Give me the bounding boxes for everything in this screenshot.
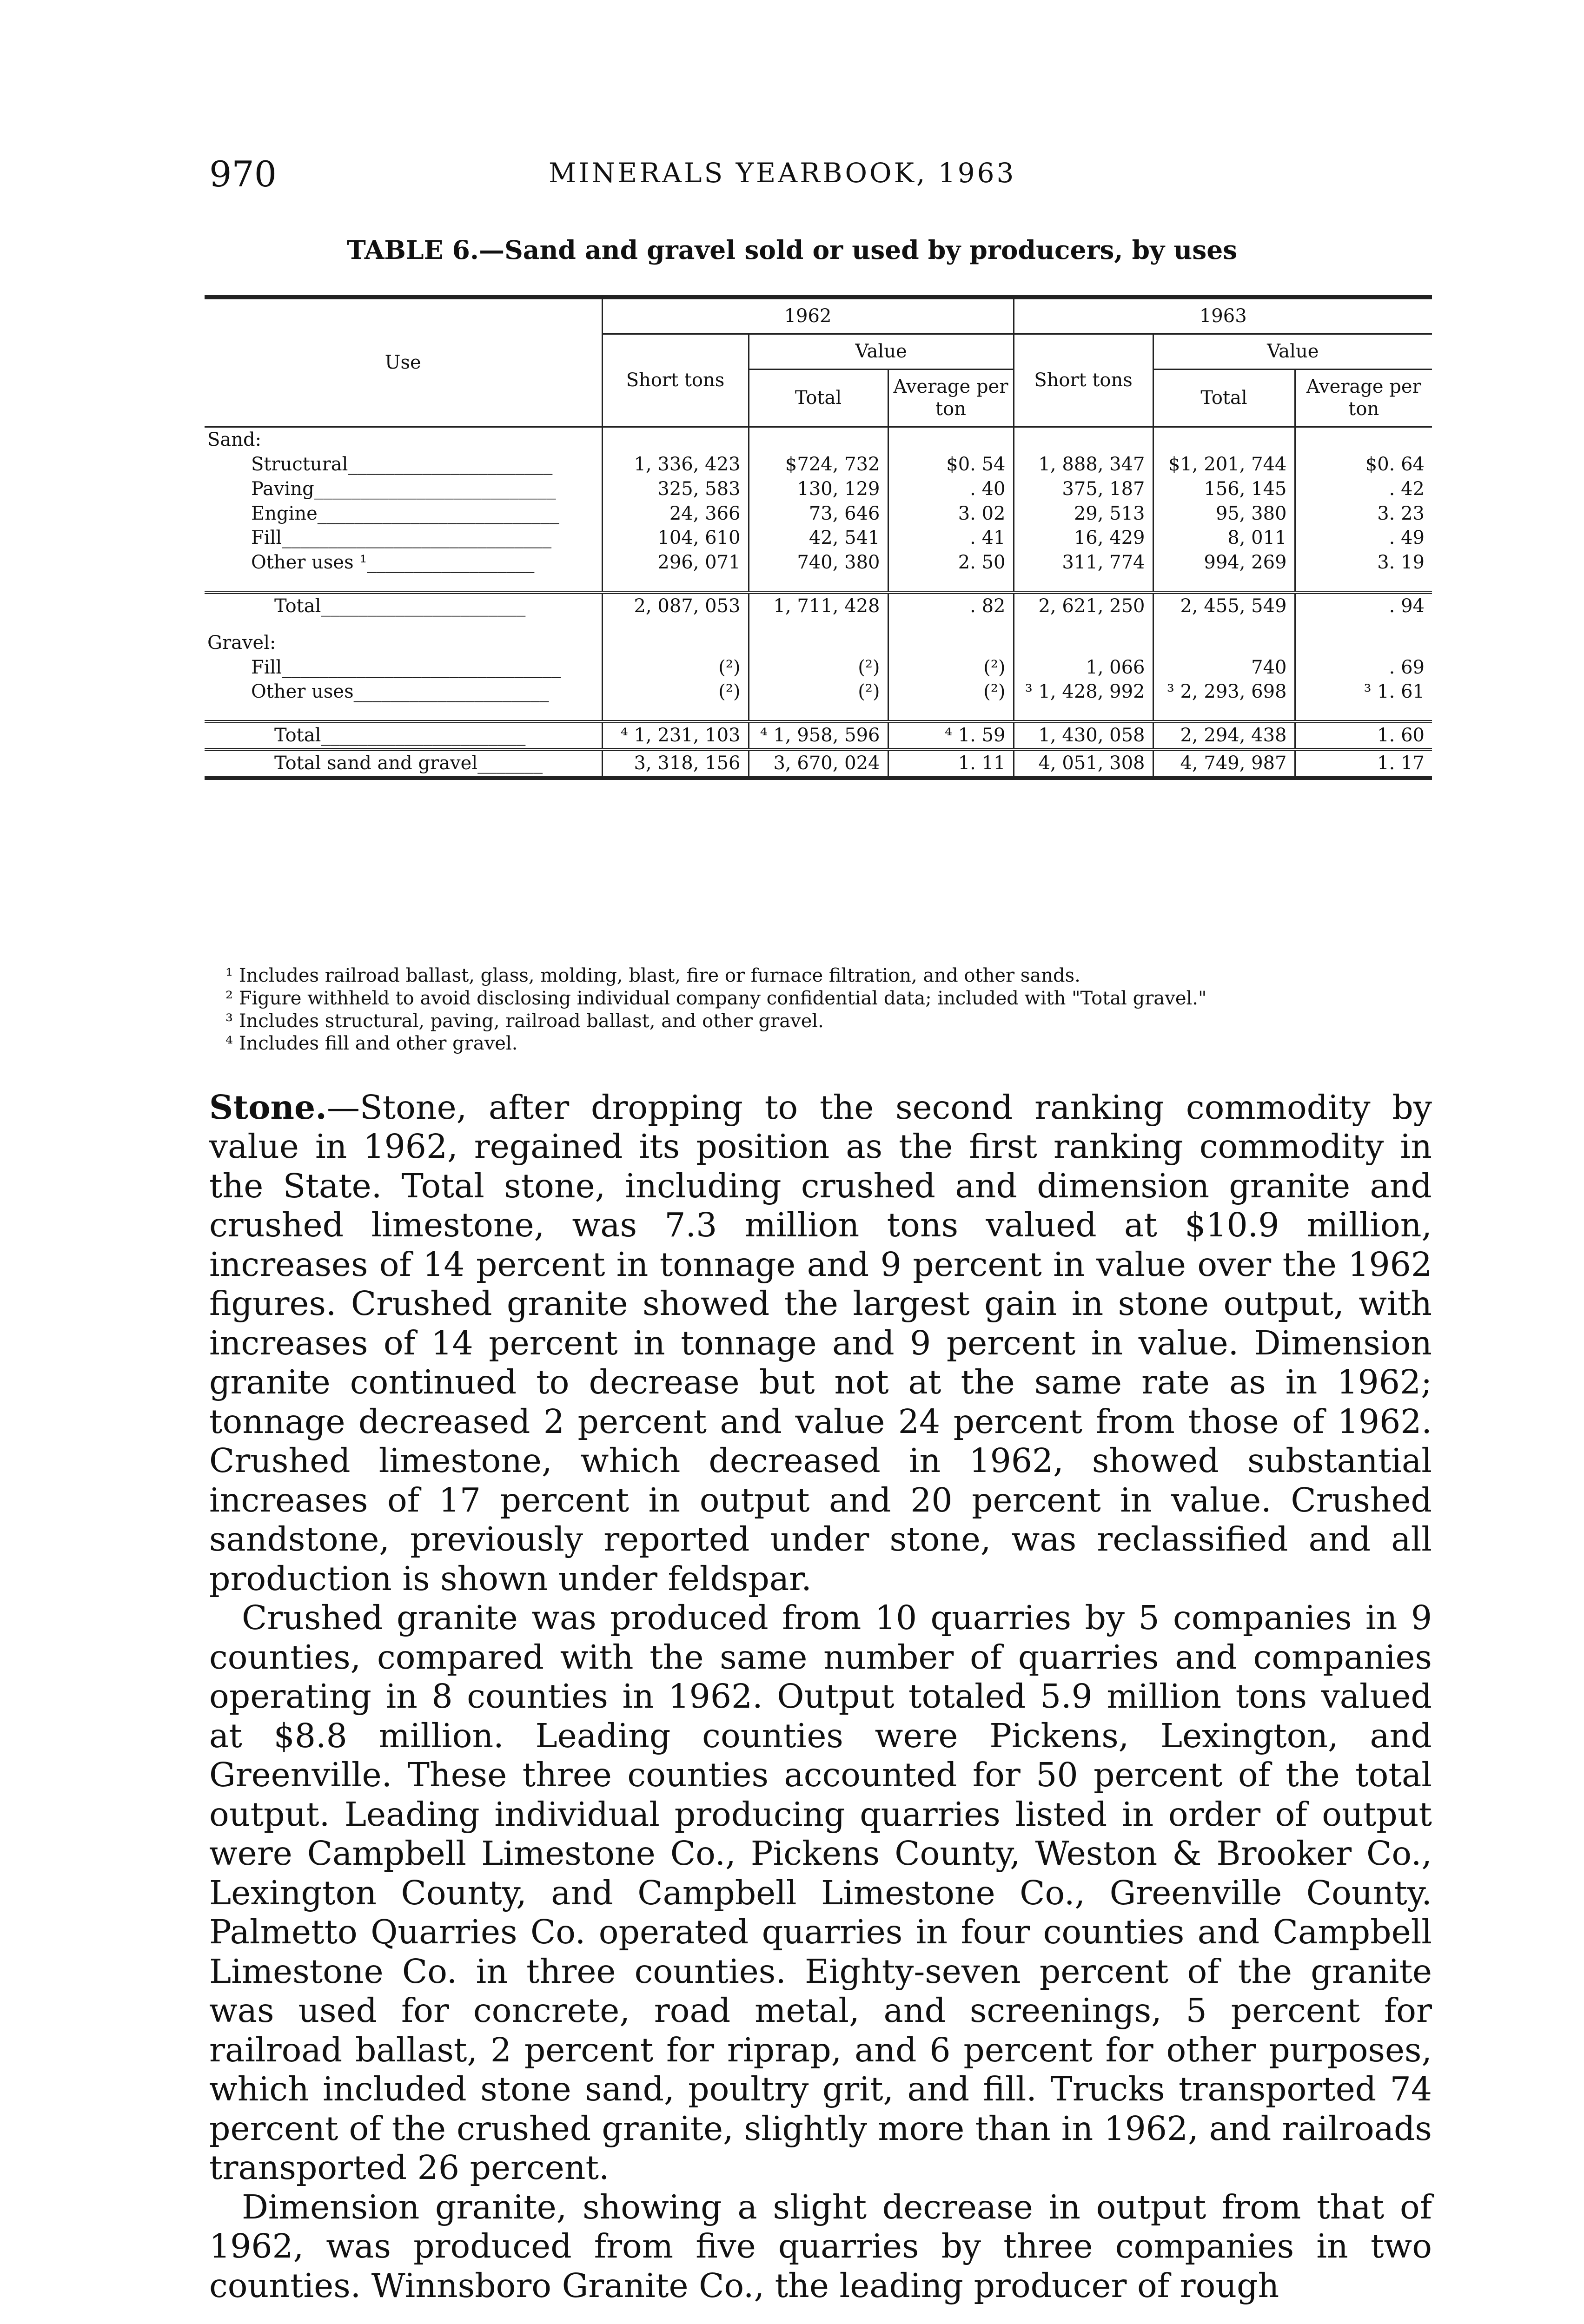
table-cell: ⁴ 1, 958, 596	[749, 722, 888, 750]
table-cell: ⁴ 1, 231, 103	[602, 722, 749, 750]
table-row	[205, 526, 1432, 550]
table-cell: 375, 187	[1014, 477, 1153, 502]
footnote: ¹ Includes railroad ballast, glass, molding, blast, fire or furnace filtration, and other sands.	[225, 965, 1080, 986]
table-cell: 95, 380	[1153, 502, 1295, 526]
header-total-1962: Total	[749, 369, 888, 427]
table-cell: 994, 269	[1153, 550, 1295, 575]
table-cell: 1, 336, 423	[602, 452, 749, 477]
table-cell: 3. 02	[888, 502, 1014, 526]
table-row	[205, 452, 1432, 477]
table-cell: 1, 888, 347	[1014, 452, 1153, 477]
table-row	[205, 477, 1432, 502]
table-cell: 2. 50	[888, 550, 1014, 575]
sand-gravel-table	[205, 295, 1432, 780]
table-cell: 4, 749, 987	[1153, 749, 1295, 778]
table-title: TABLE 6.—Sand and gravel sold or used by producers, by uses	[346, 235, 1238, 265]
table-cell: ³ 1. 61	[1295, 680, 1432, 704]
table-cell: (²)	[602, 680, 749, 704]
table-cell: (²)	[749, 655, 888, 680]
table-cell: ⁴ 1. 59	[888, 722, 1014, 750]
row-label: Total______________________	[205, 592, 602, 618]
row-label: Other uses_____________________	[251, 681, 549, 703]
table-cell: 24, 366	[602, 502, 749, 526]
table-cell: ³ 2, 293, 698	[1153, 680, 1295, 704]
table-cell: 1, 066	[1014, 655, 1153, 680]
table-cell: 2, 294, 438	[1153, 722, 1295, 750]
row-label: Paving__________________________	[251, 478, 556, 500]
header-year-1963: 1963	[1014, 297, 1432, 334]
footnote: ⁴ Includes fill and other gravel.	[225, 1033, 518, 1055]
paragraph-text: —Stone, after dropping to the second ranking commodity by value in 1962, regained its position as the first ranking commodity in the State. Total stone, including crushed and dimension granite and crushed limestone, was 7.3 million tons valued at $10.9 million, increases of 14 percent in tonnage and 9 percent in value over the 1962 figures. Crushed granite showed the largest gain in stone output, with increases of 14 percent in tonnage and 9 percent in value. Dimension granite continued to decrease but not at the same rate as in 1962; tonnage decreased 2 percent and value 24 percent from those of 1962. Crushed limestone, which decreased in 1962, showed substantial increases of 17 percent in output and 20 percent in value. Crushed sandstone, previously reported under stone, was reclassified and all production is shown under feldspar.	[209, 1088, 1432, 1598]
table-cell: 1. 60	[1295, 722, 1432, 750]
table-cell: 16, 429	[1014, 526, 1153, 550]
table-cell: . 49	[1295, 526, 1432, 550]
row-label: Fill______________________________	[251, 656, 561, 678]
table-row	[205, 550, 1432, 575]
page-header	[209, 153, 1432, 195]
table-cell: 156, 145	[1153, 477, 1295, 502]
table-cell: (²)	[749, 680, 888, 704]
table-cell: $0. 54	[888, 452, 1014, 477]
table-row	[205, 680, 1432, 704]
paragraph	[209, 1088, 1432, 1598]
table-cell: $1, 201, 744	[1153, 452, 1295, 477]
header-total-1963: Total	[1153, 369, 1295, 427]
paragraph: Crushed granite was produced from 10 quarries by 5 companies in 9 counties, compared with the same number of quarries and companies operating in 8 counties in 1962. Output totaled 5.9 million tons valued at $8.8 million. Leading counties were Pickens, Lexington, and Greenville. These three counties accounted for 50 percent of the total output. Leading individual producing quarries listed in order of output were Campbell Limestone Co., Pickens County, Weston & Brooker Co., Lexington County, and Campbell Limestone Co., Greenville County. Palmetto Quarries Co. operated quarries in four counties and Campbell Limestone Co. in three counties. Eighty-seven percent of the granite was used for concrete, road metal, and screenings, 5 percent for railroad ballast, 2 percent for riprap, and 6 percent for other purposes, which included stone sand, poultry grit, and fill. Trucks transported 74 percent of the crushed granite, slightly more than in 1962, and railroads transported 26 percent.	[209, 1598, 1432, 2187]
table-row	[205, 502, 1432, 526]
table-cell: 1. 17	[1295, 749, 1432, 778]
sand-total-row	[205, 592, 1432, 618]
table-cell: 29, 513	[1014, 502, 1153, 526]
table-cell: 42, 541	[749, 526, 888, 550]
header-value-1962: Value	[749, 334, 1014, 369]
table-cell: 2, 455, 549	[1153, 592, 1295, 618]
table-cell: 311, 774	[1014, 550, 1153, 575]
table-cell: 3, 318, 156	[602, 749, 749, 778]
category-row-gravel	[205, 619, 1432, 655]
category-label: Sand:	[207, 429, 262, 451]
table-cell: 4, 051, 308	[1014, 749, 1153, 778]
table-footnotes	[225, 964, 1434, 1055]
body-text	[209, 1088, 1432, 2305]
header-use: Use	[205, 297, 602, 427]
table-cell: $0. 64	[1295, 452, 1432, 477]
table-cell: . 69	[1295, 655, 1432, 680]
table-cell: 8, 011	[1153, 526, 1295, 550]
table-cell: 296, 071	[602, 550, 749, 575]
table-cell: 1. 11	[888, 749, 1014, 778]
header-year-1962: 1962	[602, 297, 1014, 334]
table-cell: 2, 087, 053	[602, 592, 749, 618]
header-short-tons-1962: Short tons	[602, 334, 749, 427]
table-cell: 740, 380	[749, 550, 888, 575]
table-cell: . 94	[1295, 592, 1432, 618]
table-cell: 325, 583	[602, 477, 749, 502]
category-row-sand	[205, 427, 1432, 452]
gravel-total-row	[205, 722, 1432, 750]
grand-total-row	[205, 749, 1432, 778]
row-label: Other uses ¹__________________	[251, 552, 535, 574]
section-heading: Stone.	[209, 1088, 327, 1127]
footnote: ³ Includes structural, paving, railroad ballast, and other gravel.	[225, 1010, 824, 1032]
paragraph: Dimension granite, showing a slight decrease in output from that of 1962, was produced from five quarries by three companies in two counties. Winnsboro Granite Co., the leading producer of rough	[209, 2187, 1432, 2305]
table-cell: ³ 1, 428, 992	[1014, 680, 1153, 704]
table-cell: 3. 23	[1295, 502, 1432, 526]
table-cell: 73, 646	[749, 502, 888, 526]
table-cell: 740	[1153, 655, 1295, 680]
row-label: Total______________________	[205, 722, 602, 750]
table-cell: . 40	[888, 477, 1014, 502]
page-number: 970	[209, 153, 277, 195]
table-cell: . 42	[1295, 477, 1432, 502]
header-avg-1962: Average per ton	[888, 369, 1014, 427]
table-cell: . 41	[888, 526, 1014, 550]
table-cell: 3, 670, 024	[749, 749, 888, 778]
header-avg-1963: Average per ton	[1295, 369, 1432, 427]
table-cell: (²)	[888, 655, 1014, 680]
table-cell: 104, 610	[602, 526, 749, 550]
running-title: MINERALS YEARBOOK, 1963	[549, 157, 1016, 189]
row-label: Engine__________________________	[251, 502, 559, 524]
table-row	[205, 655, 1432, 680]
row-label: Total sand and gravel_______	[205, 749, 602, 778]
header-short-tons-1963: Short tons	[1014, 334, 1153, 427]
footnote: ² Figure withheld to avoid disclosing individual company confidential data; included with "Total gravel."	[225, 987, 1207, 1009]
table-cell: . 82	[888, 592, 1014, 618]
table-cell: (²)	[602, 655, 749, 680]
row-label: Structural______________________	[251, 453, 553, 475]
row-label: Fill_____________________________	[251, 527, 552, 549]
table-cell: 1, 430, 058	[1014, 722, 1153, 750]
table-cell: 3. 19	[1295, 550, 1432, 575]
header-value-1963: Value	[1153, 334, 1432, 369]
category-label: Gravel:	[207, 632, 276, 654]
table-cell: 1, 711, 428	[749, 592, 888, 618]
table-cell: 130, 129	[749, 477, 888, 502]
table-cell: $724, 732	[749, 452, 888, 477]
table-cell: (²)	[888, 680, 1014, 704]
table-cell: 2, 621, 250	[1014, 592, 1153, 618]
